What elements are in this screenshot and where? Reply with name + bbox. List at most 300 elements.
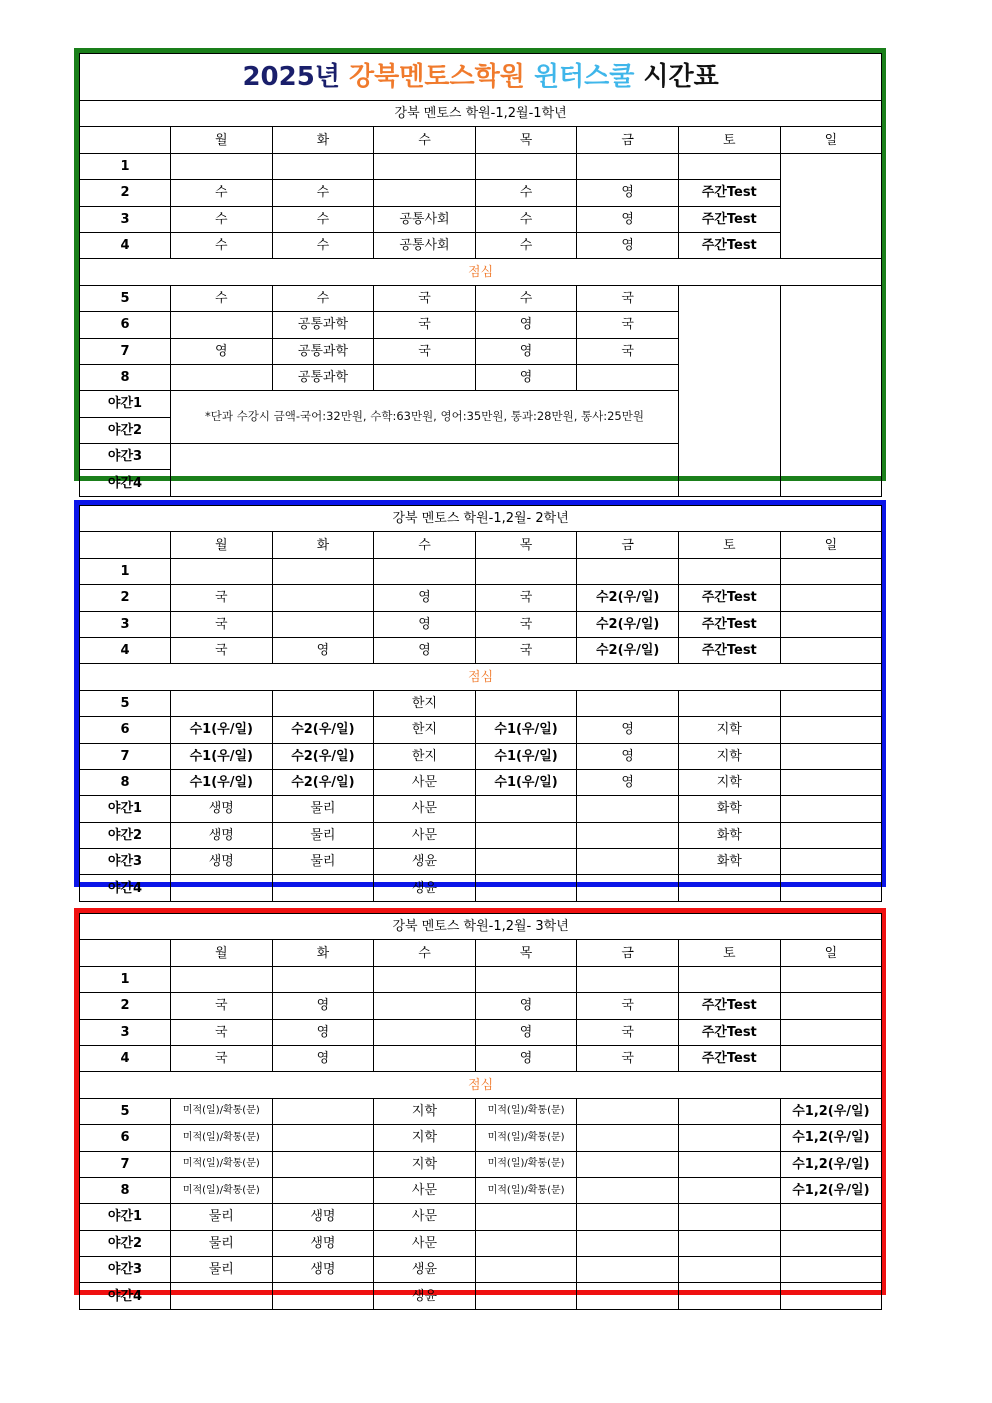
class-cell: 지학 [374,1098,476,1124]
class-cell: 주간Test [678,611,780,637]
class-cell: 수1(우/일) [475,717,577,743]
day-header: 화 [272,127,374,153]
class-cell: 영 [475,1045,577,1071]
table-row [80,1045,882,1071]
class-cell [272,611,374,637]
class-cell: 주간Test [678,637,780,663]
class-cell [780,611,882,637]
day-header: 금 [577,127,679,153]
table-row [80,611,882,637]
header-row [80,532,882,558]
class-cell: 사문 [374,1230,476,1256]
class-cell [780,1045,882,1071]
title-year: 2025년 [242,62,340,92]
period-label: 야간4 [80,470,171,496]
class-cell [272,690,374,716]
class-cell [780,637,882,663]
class-cell [780,285,882,496]
class-cell: 국 [171,1019,273,1045]
class-cell [678,1098,780,1124]
period-label: 야간4 [80,875,171,901]
day-header: 수 [374,532,476,558]
table-row [80,1019,882,1045]
class-cell [577,796,679,822]
class-cell: 화학 [678,796,780,822]
class-cell [272,1098,374,1124]
day-header: 수 [374,127,476,153]
class-cell: 공통사회 [374,232,476,258]
table-row [80,717,882,743]
class-cell: 수1(우/일) [475,743,577,769]
class-cell [171,1283,273,1309]
class-cell: 영 [374,637,476,663]
class-cell: 수2(우/일) [272,769,374,795]
lunch-row: 점심 [80,664,882,690]
class-cell: 수 [475,232,577,258]
class-cell: 영 [475,993,577,1019]
class-cell [678,1283,780,1309]
class-cell: 수 [171,180,273,206]
class-cell [678,285,780,496]
table-row [80,875,882,901]
class-cell: 주간Test [678,232,780,258]
class-cell: 수 [272,180,374,206]
class-cell: 영 [475,364,577,390]
class-cell: 국 [577,338,679,364]
class-cell [678,1204,780,1230]
day-header: 월 [171,532,273,558]
class-cell [678,153,780,179]
class-cell: 주간Test [678,1045,780,1071]
class-cell [272,875,374,901]
class-cell [374,558,476,584]
class-cell: 영 [374,611,476,637]
class-cell: 생윤 [374,1257,476,1283]
class-cell: 영 [374,585,476,611]
class-cell [577,875,679,901]
class-cell [475,875,577,901]
class-cell: 국 [475,585,577,611]
class-cell: 미적(일)/확통(문) [475,1125,577,1151]
table-row [80,180,882,206]
class-cell: 영 [475,338,577,364]
class-cell: 국 [577,993,679,1019]
class-cell [171,558,273,584]
class-cell [780,1283,882,1309]
class-cell [171,690,273,716]
class-cell [780,690,882,716]
class-cell: 사문 [374,822,476,848]
class-cell [678,1151,780,1177]
class-cell: 영 [272,1045,374,1071]
class-cell: 국 [374,285,476,311]
class-cell [678,558,780,584]
class-cell: 영 [577,769,679,795]
period-label: 5 [80,285,171,311]
period-label: 8 [80,769,171,795]
class-cell: 물리 [171,1257,273,1283]
table-row [80,822,882,848]
class-cell [374,993,476,1019]
class-cell [577,1204,679,1230]
class-cell: 국 [171,637,273,663]
class-cell: 수1(우/일) [475,769,577,795]
class-cell: 국 [374,338,476,364]
class-cell: 지학 [374,1151,476,1177]
class-cell: 공통과학 [272,312,374,338]
class-cell: 수 [272,206,374,232]
day-header: 금 [577,532,679,558]
class-cell: 생명 [272,1257,374,1283]
class-cell [475,1204,577,1230]
day-header: 토 [678,127,780,153]
class-cell [171,444,679,497]
day-header: 월 [171,127,273,153]
class-cell [577,153,679,179]
class-cell [475,849,577,875]
table-row [80,993,882,1019]
class-cell [272,1177,374,1203]
table-row [80,966,882,992]
class-cell: 국 [171,1045,273,1071]
class-cell: 미적(일)/확통(문) [171,1125,273,1151]
class-cell [475,796,577,822]
table-row [80,1177,882,1203]
class-cell: 지학 [678,717,780,743]
period-label: 3 [80,1019,171,1045]
period-label: 야간3 [80,1257,171,1283]
grade3-table [79,913,882,1310]
class-cell: 지학 [678,769,780,795]
period-label: 야간3 [80,849,171,875]
class-cell [272,1151,374,1177]
class-cell [577,822,679,848]
table-row [80,690,882,716]
class-cell [475,1257,577,1283]
class-cell: 국 [577,1045,679,1071]
grade3-timetable [74,908,886,1304]
class-cell: 사문 [374,1204,476,1230]
class-cell [780,769,882,795]
class-cell: 지학 [374,1125,476,1151]
class-cell: 사문 [374,769,476,795]
class-cell: 생윤 [374,849,476,875]
period-label: 8 [80,364,171,390]
class-cell: 수1(우/일) [171,717,273,743]
class-cell [780,153,882,259]
class-cell [272,1125,374,1151]
period-label: 3 [80,206,171,232]
period-label: 6 [80,1125,171,1151]
period-label: 1 [80,153,171,179]
class-cell [780,1019,882,1045]
period-label: 7 [80,1151,171,1177]
class-cell: 사문 [374,1177,476,1203]
table-row [80,743,882,769]
class-cell: 국 [171,993,273,1019]
class-cell [780,743,882,769]
class-cell [577,1125,679,1151]
class-cell [577,1098,679,1124]
class-cell: 수1(우/일) [171,769,273,795]
class-cell: 주간Test [678,585,780,611]
class-cell: 주간Test [678,1019,780,1045]
class-cell: 수2(우/일) [272,717,374,743]
period-label: 5 [80,1098,171,1124]
class-cell [780,966,882,992]
class-cell [577,1283,679,1309]
class-cell: 생명 [171,796,273,822]
class-cell [374,1019,476,1045]
day-header: 일 [780,127,882,153]
class-cell: 수 [171,206,273,232]
class-cell: 국 [577,312,679,338]
table-row [80,1125,882,1151]
lunch-row: 점심 [80,1072,882,1098]
class-cell: 수1,2(우/일) [780,1125,882,1151]
grade1-subtitle: 강북 멘토스 학원-1,2월-1학년 [80,101,882,127]
class-cell: 영 [272,1019,374,1045]
class-cell: 미적(일)/확통(문) [171,1098,273,1124]
class-cell [678,966,780,992]
class-cell [374,153,476,179]
class-cell: 물리 [272,796,374,822]
period-label: 2 [80,585,171,611]
class-cell: 주간Test [678,993,780,1019]
class-cell [780,822,882,848]
class-cell [577,1257,679,1283]
period-label: 4 [80,232,171,258]
class-cell: 생명 [171,849,273,875]
class-cell [475,1230,577,1256]
class-cell [678,1177,780,1203]
class-cell: 영 [475,312,577,338]
class-cell [272,1283,374,1309]
period-label: 야간4 [80,1283,171,1309]
grade3-subtitle: 강북 멘토스 학원-1,2월- 3학년 [80,914,882,940]
class-cell [780,849,882,875]
class-cell [171,312,273,338]
class-cell: 사문 [374,796,476,822]
class-cell: 수2(우/일) [577,611,679,637]
period-label: 야간2 [80,822,171,848]
table-row [80,1151,882,1177]
class-cell: 미적(일)/확통(문) [475,1177,577,1203]
period-label: 8 [80,1177,171,1203]
class-cell [272,585,374,611]
table-row [80,153,882,179]
class-cell: 국 [475,637,577,663]
class-cell [171,966,273,992]
class-cell: 국 [475,611,577,637]
class-cell: 화학 [678,822,780,848]
day-header: 토 [678,532,780,558]
class-cell: 영 [577,180,679,206]
period-label: 7 [80,743,171,769]
table-row [80,585,882,611]
page-title [80,54,882,101]
class-cell: 국 [171,611,273,637]
class-cell: 수2(우/일) [577,585,679,611]
class-cell: 수1,2(우/일) [780,1098,882,1124]
class-cell: 국 [577,1019,679,1045]
class-cell: 미적(일)/확통(문) [171,1151,273,1177]
class-cell [475,690,577,716]
class-cell [171,875,273,901]
period-label: 야간3 [80,444,171,470]
class-cell [374,966,476,992]
class-cell [780,993,882,1019]
table-row [80,796,882,822]
class-cell: 수2(우/일) [577,637,679,663]
class-cell: 물리 [171,1230,273,1256]
class-cell: 화학 [678,849,780,875]
class-cell [780,1204,882,1230]
class-cell [780,796,882,822]
day-header: 화 [272,532,374,558]
table-row [80,1257,882,1283]
class-cell: 주간Test [678,180,780,206]
period-label: 야간1 [80,1204,171,1230]
class-cell: 생명 [272,1204,374,1230]
class-cell: 수2(우/일) [272,743,374,769]
class-cell: 물리 [171,1204,273,1230]
class-cell: 물리 [272,822,374,848]
class-cell: 수1,2(우/일) [780,1151,882,1177]
day-header: 월 [171,940,273,966]
class-cell: 수 [272,232,374,258]
class-cell [577,558,679,584]
table-row [80,232,882,258]
class-cell: 영 [577,743,679,769]
period-label: 4 [80,637,171,663]
class-cell: 수 [171,285,273,311]
period-label: 4 [80,1045,171,1071]
day-header: 일 [780,940,882,966]
day-header: 수 [374,940,476,966]
class-cell: 영 [577,206,679,232]
table-row [80,849,882,875]
period-label: 3 [80,611,171,637]
class-cell: 수 [171,232,273,258]
day-header: 목 [475,940,577,966]
class-cell: 국 [374,312,476,338]
class-cell [272,558,374,584]
class-cell [577,849,679,875]
class-cell: 수1,2(우/일) [780,1177,882,1203]
day-header: 목 [475,532,577,558]
period-label: 6 [80,717,171,743]
lunch-row: 점심 [80,259,882,285]
class-cell: 지학 [678,743,780,769]
class-cell [577,966,679,992]
class-cell [678,1125,780,1151]
class-cell: 공통과학 [272,364,374,390]
table-row [80,769,882,795]
class-cell: 공통과학 [272,338,374,364]
table-row [80,558,882,584]
period-label: 5 [80,690,171,716]
class-cell: 공통사회 [374,206,476,232]
class-cell [678,1257,780,1283]
class-cell: 수 [475,180,577,206]
day-header: 목 [475,127,577,153]
class-cell: 생명 [272,1230,374,1256]
class-cell [780,558,882,584]
period-label: 2 [80,180,171,206]
period-label: 2 [80,993,171,1019]
class-cell [475,822,577,848]
period-label: 6 [80,312,171,338]
table-row [80,637,882,663]
class-cell: 국 [577,285,679,311]
table-row [80,285,882,311]
class-cell: 수 [475,285,577,311]
class-cell [780,1257,882,1283]
grade1-table [79,53,882,497]
class-cell: 생윤 [374,875,476,901]
class-cell: 미적(일)/확통(문) [171,1177,273,1203]
class-cell [272,966,374,992]
class-cell [171,364,273,390]
class-cell [577,1151,679,1177]
class-cell [374,1045,476,1071]
class-cell [475,558,577,584]
class-cell: 영 [171,338,273,364]
grade2-timetable [74,500,886,896]
class-cell [678,1230,780,1256]
table-row [80,1204,882,1230]
title-school: 윈터스쿨 [533,62,635,92]
period-label: 야간2 [80,1230,171,1256]
header-row [80,127,882,153]
class-cell: 국 [171,585,273,611]
table-row [80,206,882,232]
class-cell: 생윤 [374,1283,476,1309]
class-cell: 생명 [171,822,273,848]
grade1-timetable [74,48,886,491]
class-cell: 수1(우/일) [171,743,273,769]
table-row [80,1098,882,1124]
table-row [80,1283,882,1309]
class-cell [780,875,882,901]
day-header: 일 [780,532,882,558]
class-cell: 수 [475,206,577,232]
period-label: 7 [80,338,171,364]
day-header: 금 [577,940,679,966]
class-cell: 수 [272,285,374,311]
table-row [80,1230,882,1256]
class-cell [678,875,780,901]
class-cell [780,585,882,611]
class-cell: 한지 [374,717,476,743]
class-cell: 한지 [374,690,476,716]
period-label: 1 [80,558,171,584]
title-suffix: 시간표 [643,62,719,92]
period-label: 야간1 [80,391,171,417]
class-cell [374,364,476,390]
grade2-subtitle: 강북 멘토스 학원-1,2월- 2학년 [80,506,882,532]
class-cell: 영 [577,232,679,258]
class-cell [780,717,882,743]
class-cell [272,153,374,179]
day-header: 토 [678,940,780,966]
class-cell: 주간Test [678,206,780,232]
period-label: 야간1 [80,796,171,822]
class-cell [678,690,780,716]
day-header: 화 [272,940,374,966]
class-cell: 미적(일)/확통(문) [475,1151,577,1177]
